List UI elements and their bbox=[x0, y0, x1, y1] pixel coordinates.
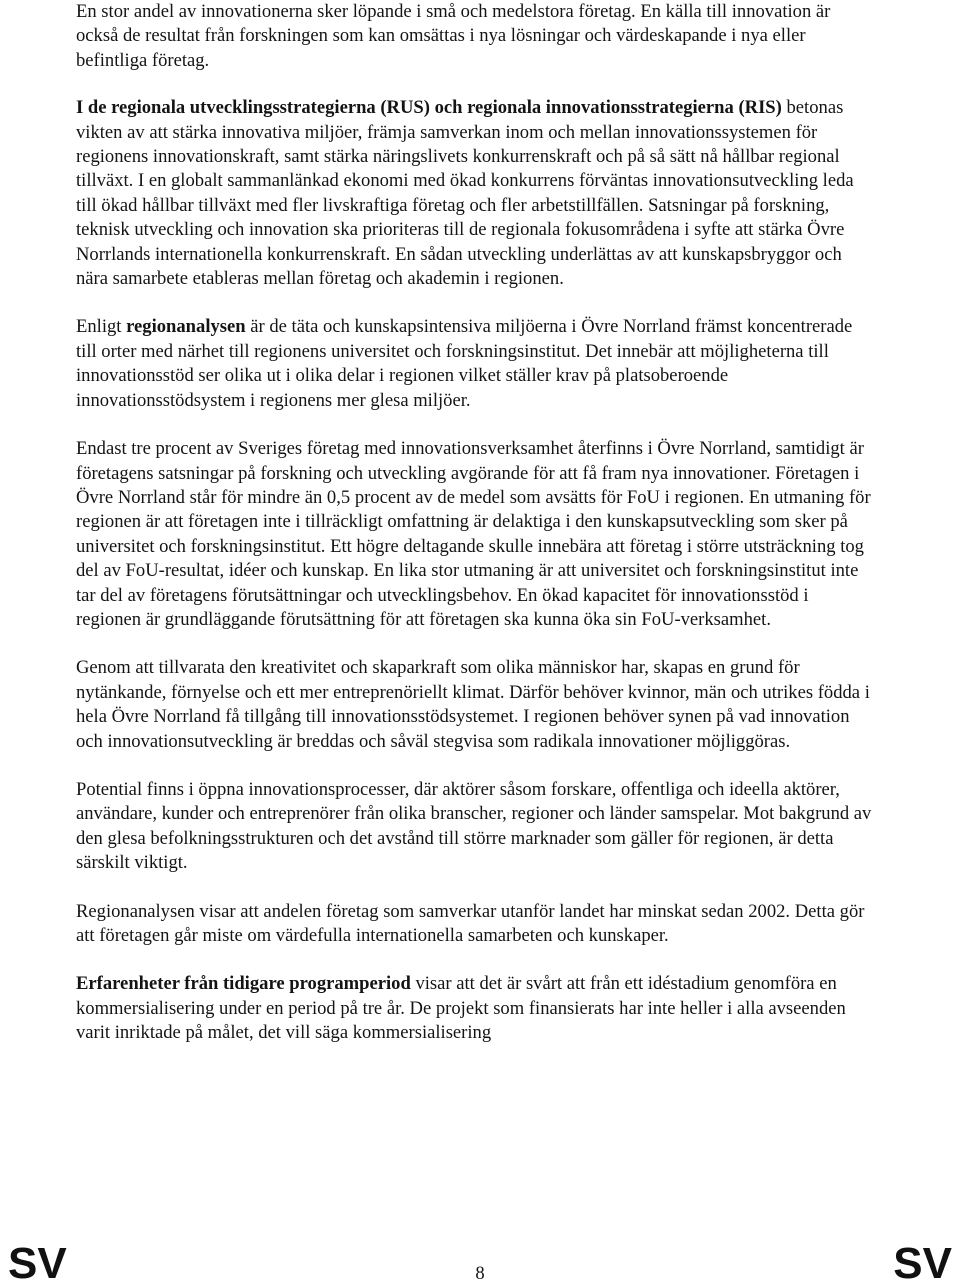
paragraph-8-text: visar att det är svårt att från ett idéstadium genomföra en kommersialisering under en period på tre år. De projekt som finansierats har inte heller i alla avseenden varit inriktade på målet, det vill säga kommersialisering bbox=[76, 973, 846, 1044]
paragraph-6: Potential finns i öppna innovationsprocesser, där aktörer såsom forskare, offentliga och ideella aktörer, användare, kunder och entreprenörer från olika branscher, regioner och länder samspelar. Mot bakgrund av den glesa befolkningsstrukturen och det avstånd till större marknader som gäller för regionen, är detta särskilt viktigt. bbox=[76, 778, 872, 874]
language-code-left: SV bbox=[8, 1239, 67, 1288]
paragraph-5: Genom att tillvarata den kreativitet och skaparkraft som olika människor har, skapas en grund för nytänkande, förnyelse och ett mer entreprenöriellt klimat. Därför behöver kvinnor, män och utrikes födda i hela Övre Norrland få tillgång till innovationsstödsystemet. I regionen behöver synen på vad innovation och innovationsutveckling är breddas och såväl stegvisa som radikala innovationer möjliggöras. bbox=[76, 657, 870, 752]
paragraph-1: En stor andel av innovationerna sker löpande i små och medelstora företag. En källa till innovation är också de resultat från forskningen som kan omsättas i nya lösningar och värdeskapande i nya eller befintliga företag. bbox=[76, 1, 831, 71]
paragraph-8 bbox=[76, 972, 876, 1045]
document-body bbox=[76, 0, 876, 1070]
paragraph-4: Endast tre procent av Sveriges företag med innovationsverksamhet återfinns i Övre Norrland, samtidigt är företagens satsningar på forskning och utveckling avgörande för att få fram nya innovationer. Företagen i Övre Norrland står för mindre än 0,5 procent av de medel som avsätts för FoU i regionen. En utmaning för regionen är att företagen inte i tillräckligt omfattning är delaktiga i den kunskapsutveckling som sker på universitet och forskningsinstitut. Ett högre deltagande skulle innebära att företag i större utsträckning tog del av FoU-resultat, idéer och kunskap. En lika stor utmaning är att universitet och forskningsinstitut inte tar del av företagens förutsättningar och utvecklingsbehov. En ökad kapacitet för innovationsstöd i regionen är grundläggande förutsättning för att företagen ska kunna öka sin FoU-verksamhet. bbox=[76, 438, 871, 630]
paragraph-3-lead: Enligt bbox=[76, 316, 127, 338]
paragraph-2-heading: I de regionala utvecklingsstrategierna (RUS) och regionala innovationsstrategierna (RIS) bbox=[76, 97, 782, 119]
paragraph-7: Regionanalysen visar att andelen företag som samverkar utanför landet har minskat sedan 2002. Detta gör att företagen går miste om värdefulla internationella samarbeten och kunskaper. bbox=[76, 900, 865, 946]
paragraph-2-text: betonas vikten av att stärka innovativa miljöer, främja samverkan inom och mellan innovationssystemen för regionens innovationskraft, samt stärka näringslivets konkurrenskraft och på så sätt nå hållbar regional tillväxt. I en globalt sammanlänkad ekonomi med ökad konkurrens förväntas innovationsutveckling leda till ökad hållbar tillväxt med fler livskraftiga företag och fler arbetstillfällen. Satsningar på forskning, teknisk utveckling och innovation ska prioriteras till de regionala fokusområdena i syfte att stärka Övre Norrlands internationella konkurrenskraft. En sådan utveckling underlättas av att kunskapsbryggor och nära samarbete etableras mellan företag och akademin i regionen. bbox=[76, 97, 854, 290]
paragraph-8-heading: Erfarenheter från tidigare programperiod bbox=[76, 973, 411, 995]
paragraph-3-keyword: regionanalysen bbox=[126, 316, 246, 338]
paragraph-3-text: är de täta och kunskapsintensiva miljöerna i Övre Norrland främst koncentrerade till orter med närhet till regionens universitet och forskningsinstitut. Det innebär att möjligheterna till innovationsstöd ser olika ut i olika delar i regionen vilket ställer krav på platsoberoende innovationsstödsystem i regionens mer glesa miljöer. bbox=[76, 316, 853, 411]
paragraph-3 bbox=[76, 315, 876, 413]
paragraph-2 bbox=[76, 96, 876, 291]
page-number: 8 bbox=[475, 1263, 485, 1284]
language-code-right: SV bbox=[893, 1239, 952, 1288]
